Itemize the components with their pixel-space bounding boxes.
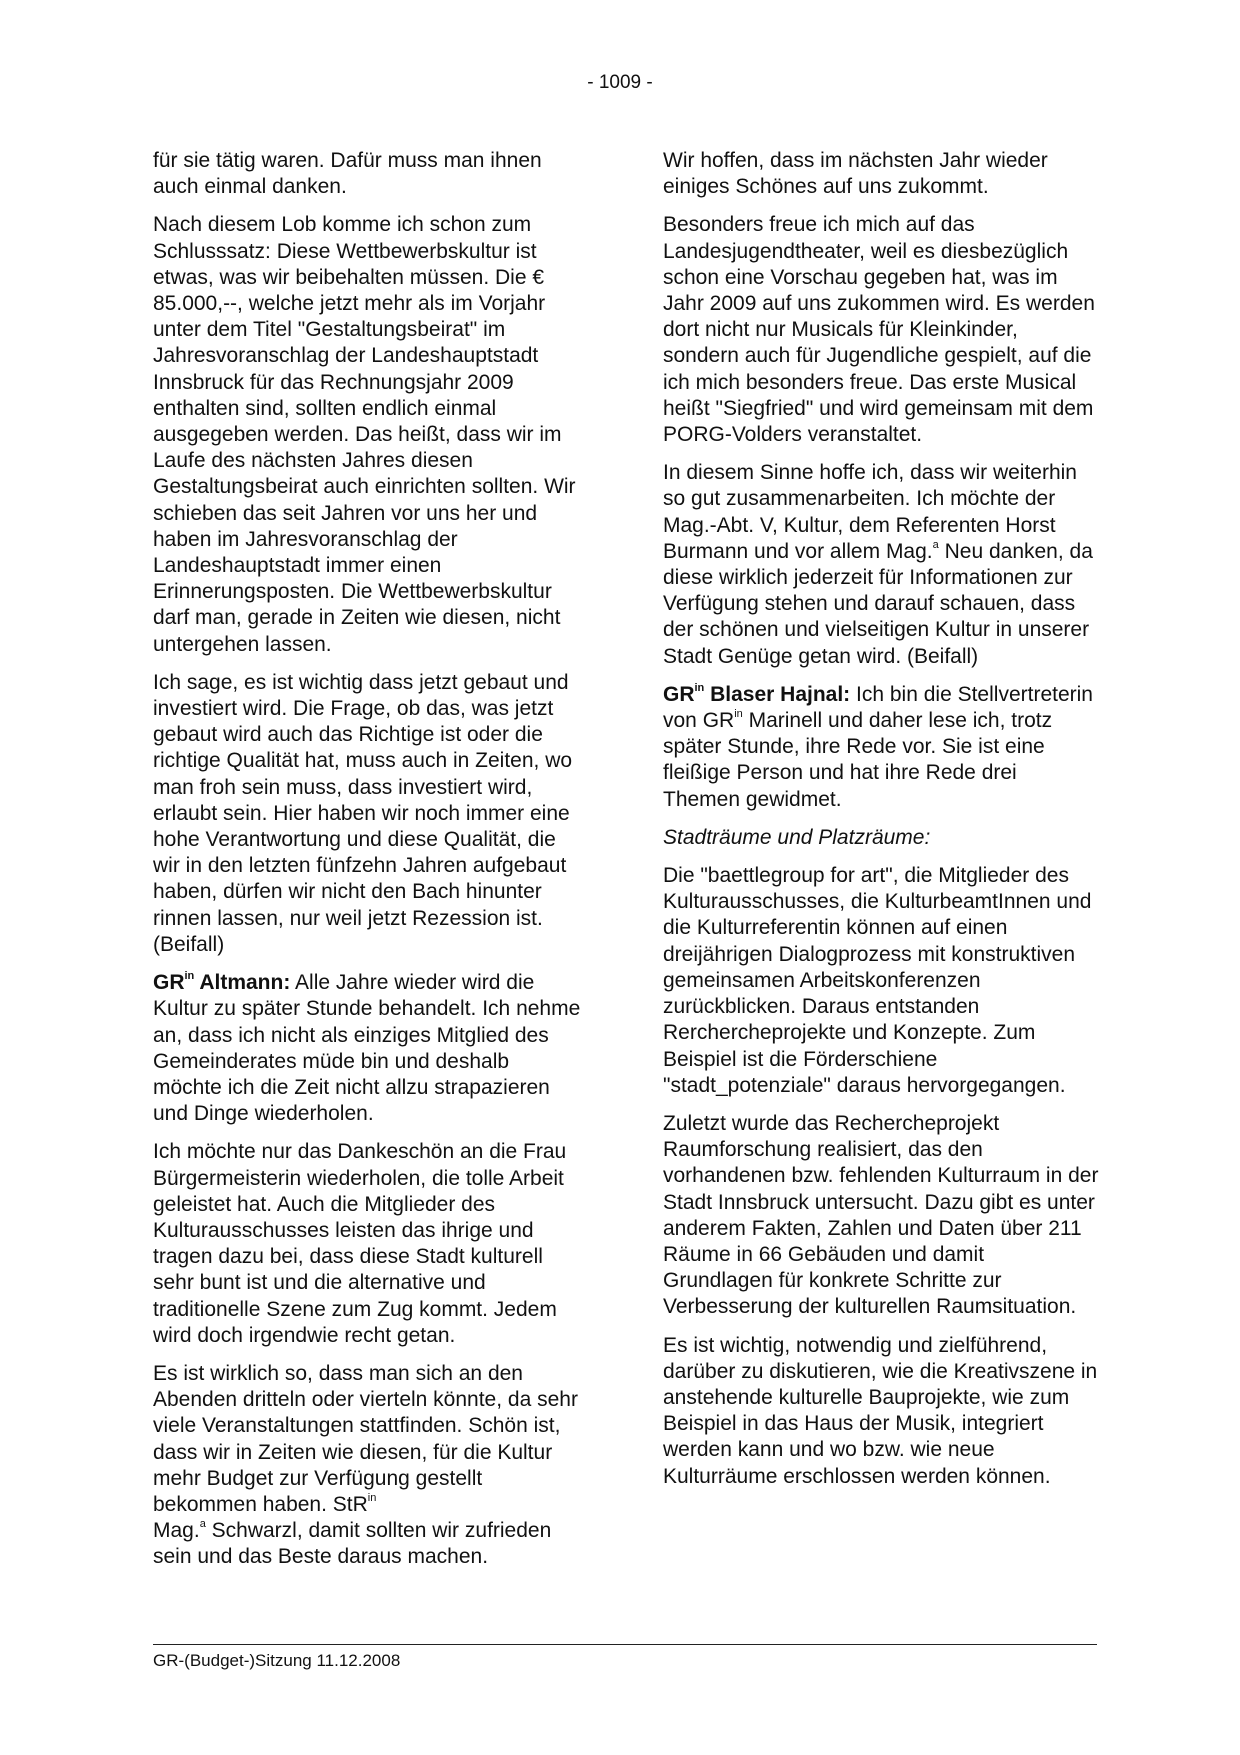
paragraph-text: Schwarzl, damit sollten wir zufrieden sein und das Beste daraus machen. <box>153 1519 552 1569</box>
speaker-title-superscript: in <box>694 681 705 694</box>
speaker-title: GR <box>663 682 695 706</box>
paragraph <box>153 1361 581 1571</box>
paragraph: für sie tätig waren. Dafür muss man ihnen auch einmal danken. <box>153 149 542 199</box>
speaker-surname: Blaser Hajnal: <box>704 682 851 706</box>
paragraph: Ich sage, es ist wichtig dass jetzt gebaut und investiert wird. Die Frage, ob das, was jetzt gebaut wird auch das Richtige ist oder die richtige Qualität hat, muss auch in Zeiten, wo man froh sein muss, dass investiert wird, erlaubt sein. Hier haben wir noch immer eine hohe Verantwortung und diese Qualität, die wir in den letzten fünfzehn Jahren aufgebaut haben, dürfen wir nicht den Bach hinunter rinnen lassen, nur weil jetzt Rezession ist. (Beifall) <box>153 670 573 956</box>
paragraph-text: Mag. <box>153 1519 200 1543</box>
page-number: - 1009 - <box>587 72 653 93</box>
superscript: in <box>367 1491 377 1504</box>
right-column <box>663 148 1099 1502</box>
section-heading: Stadträume und Platzräume: <box>663 825 931 849</box>
superscript: a <box>199 1518 206 1531</box>
paragraph: Die "baettlegroup for art", die Mitglieder des Kulturausschusses, die KulturbeamtInnen und die Kulturreferentin können auf einen dreijährigen Dialogprozess mit konstruktiven gemeinsamen Arbeitskonferenzen zurückblicken. Daraus entstanden Rerchercheprojekte und Konzepte. Zum Beispiel ist die Förderschiene "stadt_potenziale" daraus hervorgegangen. <box>663 864 1092 1097</box>
paragraph-text: Neu danken, da diese wirklich jederzeit für Informationen zur Verfügung stehen und darauf schauen, dass der schönen und vielseitigen Kultur in unserer Stadt Genüge getan wird. (Beifall) <box>663 539 1093 668</box>
footer-divider <box>153 1644 1097 1645</box>
footer-text: GR-(Budget-)Sitzung 11.12.2008 <box>153 1651 401 1670</box>
speaker-title: GR <box>153 971 185 995</box>
left-column <box>153 148 581 1583</box>
superscript: in <box>734 708 743 721</box>
paragraph: Besonders freue ich mich auf das Landesjugendtheater, weil es diesbezüglich schon eine Vorschau gegeben hat, was im Jahr 2009 auf uns zukommen wird. Es werden dort nicht nur Musicals für Kleinkinder, sondern auch für Jugendliche gespielt, auf die ich mich besonders freue. Das erste Musical heißt "Siegfried" und wird gemeinsam mit dem PORG-Volders veranstaltet. <box>663 213 1095 447</box>
paragraph: Nach diesem Lob komme ich schon zum Schlusssatz: Diese Wettbewerbskultur ist etwas, was wir beibehalten müssen. Die € 85.000,--, welche jetzt mehr als im Vorjahr unter dem Titel "Gestaltungsbeirat" im Jahresvoranschlag der Landeshauptstadt Innsbruck für das Rechnungsjahr 2009 enthalten sind, sollten endlich einmal ausgegeben werden. Das heißt, dass wir im Laufe des nächsten Jahres diesen Gestaltungsbeirat auch einrichten sollten. Wir schieben das seit Jahren vor uns her und haben im Jahresvoranschlag der Landeshauptstadt immer einen Erinnerungsposten. Die Wettbewerbskultur darf man, gerade in Zeiten wie diesen, nicht untergehen lassen. <box>153 213 576 656</box>
paragraph: Zuletzt wurde das Rechercheprojekt Raumforschung realisiert, das den vorhandenen bzw. fehlenden Kulturraum in der Stadt Innsbruck untersucht. Dazu gibt es unter anderem Fakten, Zahlen und Daten über 211 Räume in 66 Gebäuden und damit Grundlagen für konkrete Schritte zur Verbesserung der kulturellen Raumsituation. <box>663 1111 1099 1319</box>
speaker-name <box>663 683 850 706</box>
paragraph-text: Es ist wirklich so, dass man sich an den Abenden dritteln oder vierteln könnte, da sehr viele Veranstaltungen stattfinden. Schön ist, dass wir in Zeiten wie diesen, für die Kultur mehr Budget zur Verfügung gestellt bekommen haben. StR <box>153 1361 578 1516</box>
superscript: a <box>932 538 939 551</box>
paragraph: Es ist wichtig, notwendig und zielführend, darüber zu diskutieren, wie die Kreativszene in anstehende kulturelle Bauprojekte, wie zum Beispiel in das Haus der Musik, integriert werden kann und wo bzw. wie neue Kulturräume erschlossen werden können. <box>663 1333 1098 1488</box>
speaker-paragraph-blaser-hajnal <box>663 682 1099 813</box>
paragraph: Ich möchte nur das Dankeschön an die Frau Bürgermeisterin wiederholen, die tolle Arbeit geleistet hat. Auch die Mitglieder des Kulturausschusses leisten das ihrige und tragen dazu bei, dass diese Stadt kulturell sehr bunt ist und die alternative und traditionelle Szene zum Zug kommt. Jedem wird doch irgendwie recht getan. <box>153 1140 567 1347</box>
speech-text: Ich bin die Stellvertreterin von GR <box>663 682 1093 733</box>
speaker-paragraph-altmann <box>153 970 581 1127</box>
paragraph <box>663 460 1099 670</box>
speech-text: Alle Jahre wieder wird die Kultur zu später Stunde behandelt. Ich nehme an, dass ich nicht als einziges Mitglied des Gemeinderates müde bin und deshalb möchte ich die Zeit nicht allzu strapazieren und Dinge wiederholen. <box>153 971 581 1126</box>
speech-text: Marinell und daher lese ich, trotz später Stunde, ihre Rede vor. Sie ist eine fleißige Person und hat ihre Rede drei Themen gewidmet. <box>663 709 1053 811</box>
paragraph: Wir hoffen, dass im nächsten Jahr wieder einiges Schönes auf uns zukommt. <box>663 149 1048 199</box>
speaker-title-superscript: in <box>184 970 195 983</box>
speaker-name <box>153 971 290 994</box>
paragraph-text: In diesem Sinne hoffe ich, dass wir weiterhin so gut zusammenarbeiten. Ich möchte der Mag.-Abt. V, Kultur, dem Referenten Horst Burmann und vor allem Mag. <box>663 461 1077 563</box>
speaker-surname: Altmann: <box>194 971 291 995</box>
